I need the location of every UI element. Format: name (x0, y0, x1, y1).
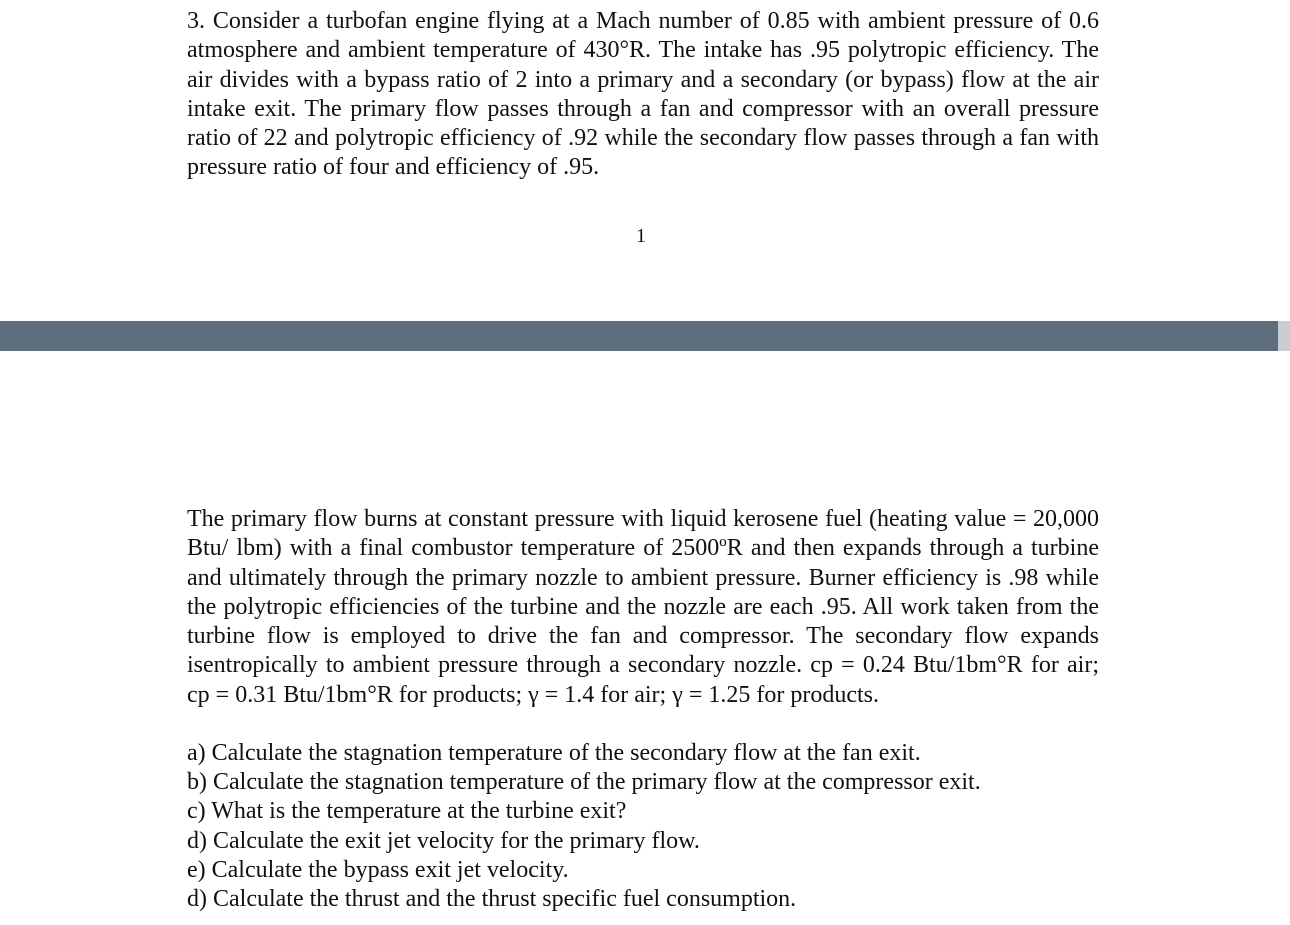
document-page-2 (0, 351, 1290, 925)
document-page-1 (0, 0, 1290, 321)
question-list (187, 739, 1099, 914)
page-separator (0, 321, 1290, 351)
question-item: d) Calculate the exit jet velocity for the primary flow. (187, 827, 700, 854)
question-item: c) What is the temperature at the turbine exit? (187, 798, 627, 825)
question-item: e) Calculate the bypass exit jet velocity. (187, 856, 569, 883)
problem-statement-paragraph: 3. Consider a turbofan engine flying at a Mach number of 0.85 with ambient pressure of 0.6 atmosphere and ambient temperature of 430°R. The intake has .95 polytropic efficiency. The air divides with a bypass ratio of 2 into a primary and a secondary (or bypass) flow at the air intake exit. The primary flow passes through a fan and compressor with an overall pressure ratio of 22 and polytropic efficiency of .92 while the secondary flow passes through a fan with pressure ratio of four and efficiency of .95. (187, 8, 1099, 181)
question-item: a) Calculate the stagnation temperature of the secondary flow at the fan exit. (187, 740, 921, 766)
question-item: d) Calculate the thrust and the thrust specific fuel consumption. (187, 886, 797, 913)
scrollbar-thumb[interactable] (1273, 321, 1290, 351)
question-item: b) Calculate the stagnation temperature of the primary flow at the compressor exit. (187, 769, 981, 796)
page-number: 1 (636, 225, 646, 247)
problem-conditions-paragraph: The primary flow burns at constant pressure with liquid kerosene fuel (heating value = 20,000 Btu/ lbm) with a final combustor temperature of 2500ºR and then expands through a turbine and ultimately through the primary nozzle to ambient pressure. Burner efficiency is .98 while the polytropic efficiencies of the turbine and the nozzle are each .95. All work taken from the turbine flow is employed to drive the fan and compressor. The secondary flow expands isentropically to ambient pressure through a secondary nozzle. cp = 0.24 Btu/1bm°R for air; cp = 0.31 Btu/1bm°R for products; γ = 1.4 for air; γ = 1.25 for products. (187, 506, 1099, 708)
